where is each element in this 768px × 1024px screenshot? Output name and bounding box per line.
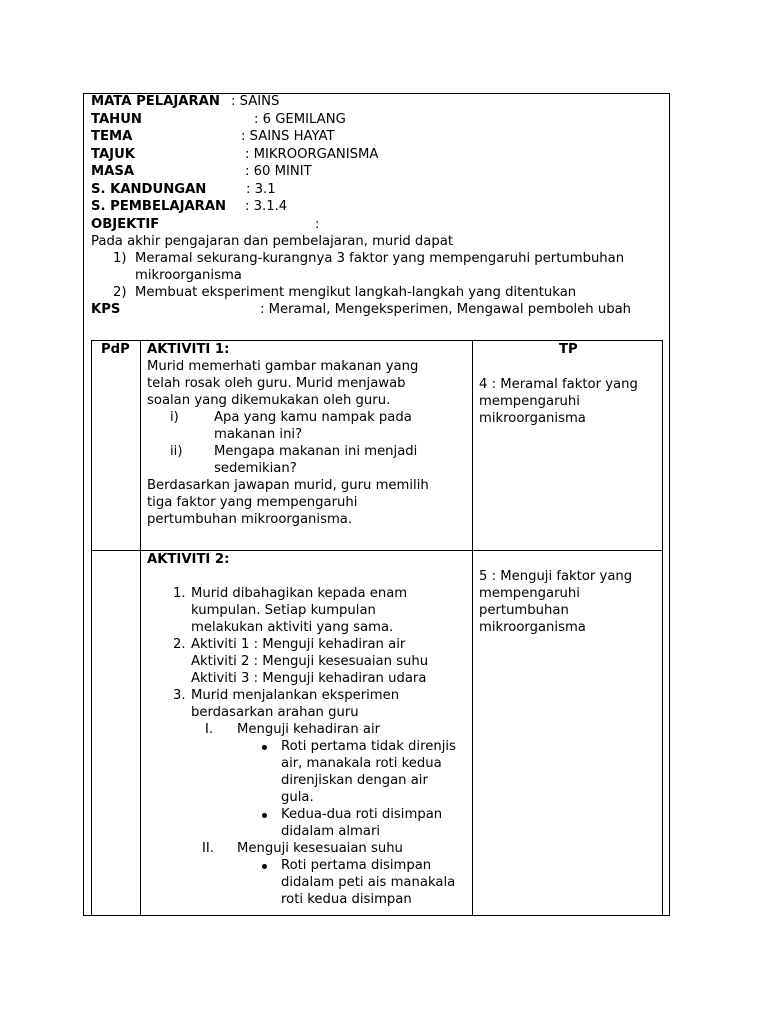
label-year: TAHUN	[91, 111, 142, 127]
label-kps: KPS	[91, 302, 121, 317]
activity-1-cell	[147, 341, 469, 528]
activity-1-line: Murid memerhati gambar makanan yang	[147, 359, 419, 374]
bullet-line: didalam almari	[281, 824, 381, 839]
bullet-line: Kedua-dua roti disimpan	[281, 807, 443, 822]
header-row-year	[91, 111, 666, 129]
label-duration: MASA	[91, 164, 135, 179]
value-learning-standard: : 3.1.4	[245, 199, 288, 214]
column-divider-tp	[472, 341, 473, 916]
header-row-subject	[91, 93, 666, 111]
question-item	[147, 409, 469, 443]
bullet-line: Roti pertama tidak direnjis	[281, 739, 456, 754]
label-learning-standard: S. PEMBELAJARAN	[91, 199, 227, 214]
label-theme: TEMA	[91, 129, 133, 144]
header-row-kps	[91, 301, 666, 319]
sub-step-text: Menguji kesesuaian suhu	[237, 841, 403, 856]
tp-1-line: mempengaruhi	[479, 394, 580, 409]
header-row-theme	[91, 128, 666, 146]
sub-step	[147, 840, 469, 857]
step-line: Aktiviti 1 : Menguji kehadiran air	[191, 637, 406, 652]
objective-item	[91, 284, 666, 301]
bullet-line: Roti pertama disimpan	[281, 858, 432, 873]
objective-intro: Pada akhir pengajaran dan pembelajaran, murid dapat	[91, 234, 454, 249]
header-row-topic	[91, 146, 666, 164]
step-item	[147, 687, 469, 721]
question-number: ii)	[170, 444, 183, 459]
tp-2-line: 5 : Menguji faktor yang	[479, 569, 633, 584]
header-row-learning-standard	[91, 198, 666, 216]
value-content-standard: : 3.1	[246, 181, 276, 197]
pdp-header: PdP	[101, 342, 130, 357]
bullet-item	[147, 738, 469, 806]
tp-1-line: mikroorganisma	[479, 411, 586, 426]
header-row-content-standard	[91, 181, 666, 199]
step-line: melakukan aktiviti yang sama.	[191, 620, 394, 635]
bullet-line: roti kedua disimpan	[281, 892, 412, 907]
question-text: Mengapa makanan ini menjadi	[214, 444, 418, 459]
activity-1-title: AKTIVITI 1:	[147, 342, 230, 357]
question-number: i)	[170, 410, 179, 425]
step-number: 1.	[173, 586, 186, 601]
sub-step-text: Menguji kehadiran air	[237, 722, 381, 737]
header-row-duration	[91, 163, 666, 181]
step-number: 3.	[173, 688, 186, 703]
label-content-standard: S. KANDUNGAN	[91, 181, 207, 197]
column-divider-pdp	[140, 341, 141, 916]
objective-text-cont: mikroorganisma	[135, 268, 242, 283]
question-text: Apa yang kamu nampak pada	[214, 410, 412, 425]
step-line: Murid menjalankan eksperimen	[191, 688, 400, 703]
bullet-item	[147, 857, 469, 908]
step-line: Aktiviti 2 : Menguji kesesuaian suhu	[191, 654, 429, 669]
step-line: Murid dibahagikan kepada enam	[191, 586, 408, 601]
bullet-line: didalam peti ais manakala	[281, 875, 456, 890]
question-item	[147, 443, 469, 477]
header-row-objective	[91, 216, 666, 234]
activity-table	[91, 340, 663, 916]
label-subject: MATA PELAJARAN	[91, 94, 220, 109]
tp-cell-1	[479, 376, 661, 427]
step-line: Aktiviti 3 : Menguji kehadiran udara	[191, 671, 427, 686]
bullet-icon	[262, 813, 267, 818]
step-number: 2.	[173, 637, 186, 652]
activity-2-cell	[147, 551, 469, 908]
bullet-icon	[262, 745, 267, 750]
sub-step-number: II.	[202, 841, 214, 856]
tp-2-line: mempengaruhi	[479, 586, 580, 601]
step-item	[147, 585, 469, 636]
activity-1-line: soalan yang dikemukakan oleh guru.	[147, 393, 391, 408]
value-objective: :	[315, 216, 320, 232]
bullet-line: gula.	[281, 790, 314, 805]
question-text-cont: makanan ini?	[214, 427, 303, 442]
label-topic: TAJUK	[91, 146, 136, 162]
tp-1-line: 4 : Meramal faktor yang	[479, 377, 638, 392]
bullet-icon	[262, 864, 267, 869]
objective-text: Meramal sekurang-kurangnya 3 faktor yang mempengaruhi pertumbuhan	[135, 251, 625, 266]
tp-2-line: mikroorganisma	[479, 620, 586, 635]
sub-step-number: I.	[205, 722, 214, 737]
sub-step	[147, 721, 469, 738]
bullet-line: direnjiskan dengan air	[281, 773, 428, 788]
step-item	[147, 636, 469, 687]
objective-list	[91, 250, 666, 301]
value-year: : 6 GEMILANG	[254, 111, 346, 127]
value-topic: : MIKROORGANISMA	[245, 146, 379, 162]
activity-2-steps	[147, 585, 469, 721]
objective-text: Membuat eksperiment mengikut langkah-langkah yang ditentukan	[135, 285, 577, 300]
tp-cell-2	[479, 568, 661, 636]
spacer	[147, 568, 469, 585]
value-duration: : 60 MINIT	[245, 164, 312, 179]
activity-1-conclusion: pertumbuhan mikroorganisma.	[147, 512, 353, 527]
objective-number: 1)	[113, 251, 127, 266]
step-line: kumpulan. Setiap kumpulan	[191, 603, 376, 618]
bullet-item	[147, 806, 469, 840]
question-text-cont: sedemikian?	[214, 461, 297, 476]
tp-2-line: pertumbuhan	[479, 603, 569, 618]
step-line: berdasarkan arahan guru	[191, 705, 359, 720]
objective-item	[91, 250, 666, 284]
activity-1-conclusion: Berdasarkan jawapan murid, guru memilih	[147, 478, 429, 493]
value-subject: : SAINS	[231, 94, 280, 109]
label-objective: OBJEKTIF	[91, 216, 160, 232]
activity-1-line: telah rosak oleh guru. Murid menjawab	[147, 376, 406, 391]
value-theme: : SAINS HAYAT	[241, 129, 335, 144]
activity-1-conclusion: tiga faktor yang mempengaruhi	[147, 495, 358, 510]
lesson-header	[91, 93, 666, 319]
tp-header: TP	[559, 342, 578, 357]
activity-2-title: AKTIVITI 2:	[147, 552, 230, 567]
bullet-line: air, manakala roti kedua	[281, 756, 442, 771]
objective-number: 2)	[113, 285, 127, 300]
value-kps: : Meramal, Mengeksperimen, Mengawal pemboleh ubah	[260, 302, 632, 317]
